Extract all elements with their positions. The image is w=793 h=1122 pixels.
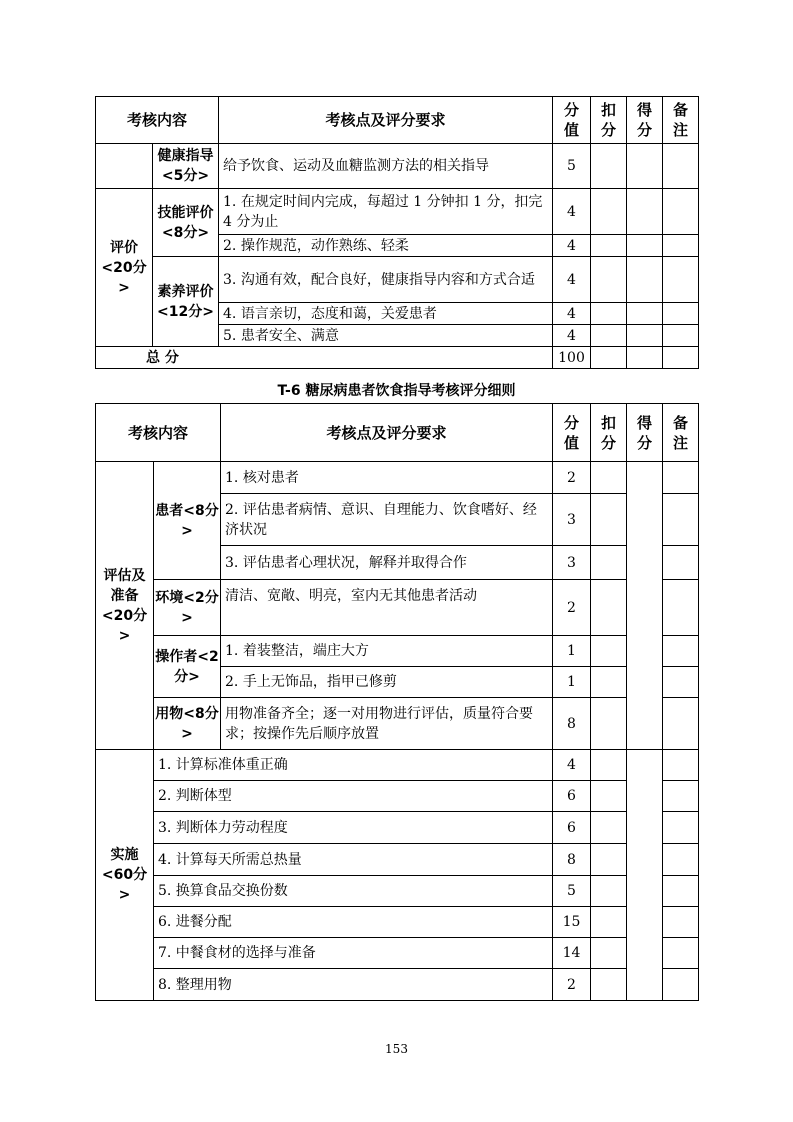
deduct-cell — [591, 844, 627, 876]
label-implementation: 实施<60分> — [96, 750, 154, 1001]
score-impl-3: 6 — [553, 812, 591, 844]
deduct-cell — [591, 257, 627, 303]
get-cell-merged — [627, 750, 663, 1001]
get-cell — [627, 325, 663, 347]
score-impl-5: 5 — [553, 876, 591, 907]
score-supplies: 8 — [553, 698, 591, 750]
score-patient-3: 3 — [553, 546, 591, 580]
header-score: 分值 — [553, 404, 591, 462]
header-points: 考核点及评分要求 — [221, 404, 553, 462]
deduct-cell — [591, 667, 627, 698]
remark-cell — [663, 698, 699, 750]
score-impl-4: 8 — [553, 844, 591, 876]
row-supplies — [96, 698, 699, 750]
get-cell — [627, 235, 663, 257]
deduct-cell — [591, 812, 627, 844]
get-cell — [627, 189, 663, 235]
score-impl-1: 4 — [553, 750, 591, 781]
label-evaluation: 评价<20分> — [96, 189, 153, 347]
table2-title: T-6 糖尿病患者饮食指导考核评分细则 — [277, 383, 516, 399]
label-skill: 技能评价<8分> — [153, 189, 219, 257]
score-impl-2: 6 — [553, 781, 591, 812]
remark-cell — [663, 144, 699, 189]
score-patient-2: 3 — [553, 494, 591, 546]
remark-cell — [663, 876, 699, 907]
score-quality-2: 4 — [553, 303, 591, 325]
deduct-cell — [591, 969, 627, 1001]
scoring-table-continued — [95, 96, 699, 369]
remark-cell — [663, 325, 699, 347]
remark-cell — [663, 938, 699, 969]
get-cell — [627, 347, 663, 369]
remark-cell — [663, 781, 699, 812]
empty-category-cell — [96, 144, 153, 189]
remark-cell — [663, 844, 699, 876]
text-patient-1: 1. 核对患者 — [221, 462, 553, 494]
row-impl-8 — [96, 969, 699, 1001]
text-quality-2: 4. 语言亲切，态度和蔼，关爱患者 — [219, 303, 553, 325]
text-patient-2: 2. 评估患者病情、意识、自理能力、饮食嗜好、经济状况 — [221, 494, 553, 546]
remark-cell — [663, 462, 699, 494]
score-operator-1: 1 — [553, 636, 591, 667]
deduct-cell — [591, 698, 627, 750]
header-deduct: 扣分 — [591, 97, 627, 144]
row-quality-1 — [96, 257, 699, 303]
remark-cell — [663, 546, 699, 580]
deduct-cell — [591, 907, 627, 938]
header-get: 得分 — [627, 97, 663, 144]
deduct-cell — [591, 636, 627, 667]
text-impl-6: 6. 进餐分配 — [154, 907, 553, 938]
label-total: 总 分 — [96, 347, 553, 369]
score-quality-1: 4 — [553, 257, 591, 303]
deduct-cell — [591, 144, 627, 189]
remark-cell — [663, 347, 699, 369]
text-impl-7: 7. 中餐食材的选择与准备 — [154, 938, 553, 969]
deduct-cell — [591, 303, 627, 325]
remark-cell — [663, 636, 699, 667]
diabetes-diet-guidance-scoring-table — [95, 403, 699, 1001]
text-impl-5: 5. 换算食品交换份数 — [154, 876, 553, 907]
label-quality: 素养评价<12分> — [153, 257, 219, 347]
row-impl-1 — [96, 750, 699, 781]
deduct-cell — [591, 347, 627, 369]
label-assessment: 评估及准备<20分> — [96, 462, 154, 750]
remark-cell — [663, 257, 699, 303]
text-patient-3: 3. 评估患者心理状况，解释并取得合作 — [221, 546, 553, 580]
row-impl-4 — [96, 844, 699, 876]
label-supplies: 用物<8分> — [154, 698, 221, 750]
score-impl-8: 2 — [553, 969, 591, 1001]
remark-cell — [663, 750, 699, 781]
text-health-guidance: 给予饮食、运动及血糖监测方法的相关指导 — [219, 144, 553, 189]
header-get: 得分 — [627, 404, 663, 462]
remark-cell — [663, 235, 699, 257]
header-remark: 备注 — [663, 404, 699, 462]
header-content: 考核内容 — [96, 97, 219, 144]
row-impl-2 — [96, 781, 699, 812]
remark-cell — [663, 969, 699, 1001]
header-points: 考核点及评分要求 — [219, 97, 553, 144]
score-quality-3: 4 — [553, 325, 591, 347]
remark-cell — [663, 580, 699, 636]
label-operator: 操作者<2分> — [154, 636, 221, 698]
deduct-cell — [591, 325, 627, 347]
text-impl-8: 8. 整理用物 — [154, 969, 553, 1001]
remark-cell — [663, 303, 699, 325]
text-impl-4: 4. 计算每天所需总热量 — [154, 844, 553, 876]
deduct-cell — [591, 750, 627, 781]
table2-header-row — [96, 404, 699, 462]
header-deduct: 扣分 — [591, 404, 627, 462]
get-cell-merged — [627, 462, 663, 750]
row-operator-1 — [96, 636, 699, 667]
remark-cell — [663, 907, 699, 938]
row-impl-6 — [96, 907, 699, 938]
text-operator-1: 1. 着装整洁，端庄大方 — [221, 636, 553, 667]
text-impl-1: 1. 计算标准体重正确 — [154, 750, 553, 781]
label-health-guidance: 健康指导<5分> — [153, 144, 219, 189]
score-impl-6: 15 — [553, 907, 591, 938]
remark-cell — [663, 812, 699, 844]
deduct-cell — [591, 876, 627, 907]
text-skill-2: 2. 操作规范，动作熟练、轻柔 — [219, 235, 553, 257]
deduct-cell — [591, 546, 627, 580]
text-skill-1: 1. 在规定时间内完成，每超过 1 分钟扣 1 分，扣完 4 分为止 — [219, 189, 553, 235]
score-environment: 2 — [553, 580, 591, 636]
row-total — [96, 347, 699, 369]
get-cell — [627, 144, 663, 189]
text-environment: 清洁、宽敞、明亮，室内无其他患者活动 — [221, 580, 553, 636]
score-health-guidance: 5 — [553, 144, 591, 189]
get-cell — [627, 303, 663, 325]
header-score: 分值 — [553, 97, 591, 144]
score-skill-2: 4 — [553, 235, 591, 257]
get-cell — [627, 257, 663, 303]
remark-cell — [663, 189, 699, 235]
deduct-cell — [591, 462, 627, 494]
remark-cell — [663, 494, 699, 546]
deduct-cell — [591, 938, 627, 969]
deduct-cell — [591, 580, 627, 636]
deduct-cell — [591, 235, 627, 257]
score-skill-1: 4 — [553, 189, 591, 235]
row-impl-3 — [96, 812, 699, 844]
score-patient-1: 2 — [553, 462, 591, 494]
row-patient-1 — [96, 462, 699, 494]
score-operator-2: 1 — [553, 667, 591, 698]
header-content: 考核内容 — [96, 404, 221, 462]
row-impl-5 — [96, 876, 699, 907]
remark-cell — [663, 667, 699, 698]
row-environment — [96, 580, 699, 636]
label-patient: 患者<8分> — [154, 462, 221, 580]
deduct-cell — [591, 494, 627, 546]
text-impl-3: 3. 判断体力劳动程度 — [154, 812, 553, 844]
text-supplies: 用物准备齐全；逐一对用物进行评估，质量符合要求；按操作先后顺序放置 — [221, 698, 553, 750]
header-remark: 备注 — [663, 97, 699, 144]
score-total: 100 — [553, 347, 591, 369]
table1-header-row — [96, 97, 699, 144]
text-quality-3: 5. 患者安全、满意 — [219, 325, 553, 347]
row-skill-1 — [96, 189, 699, 235]
deduct-cell — [591, 781, 627, 812]
text-impl-2: 2. 判断体型 — [154, 781, 553, 812]
text-operator-2: 2. 手上无饰品，指甲已修剪 — [221, 667, 553, 698]
label-environment: 环境<2分> — [154, 580, 221, 636]
page-number: 153 — [385, 1042, 408, 1056]
deduct-cell — [591, 189, 627, 235]
row-impl-7 — [96, 938, 699, 969]
score-impl-7: 14 — [553, 938, 591, 969]
row-health-guidance — [96, 144, 699, 189]
text-quality-1: 3. 沟通有效，配合良好，健康指导内容和方式合适 — [219, 257, 553, 303]
